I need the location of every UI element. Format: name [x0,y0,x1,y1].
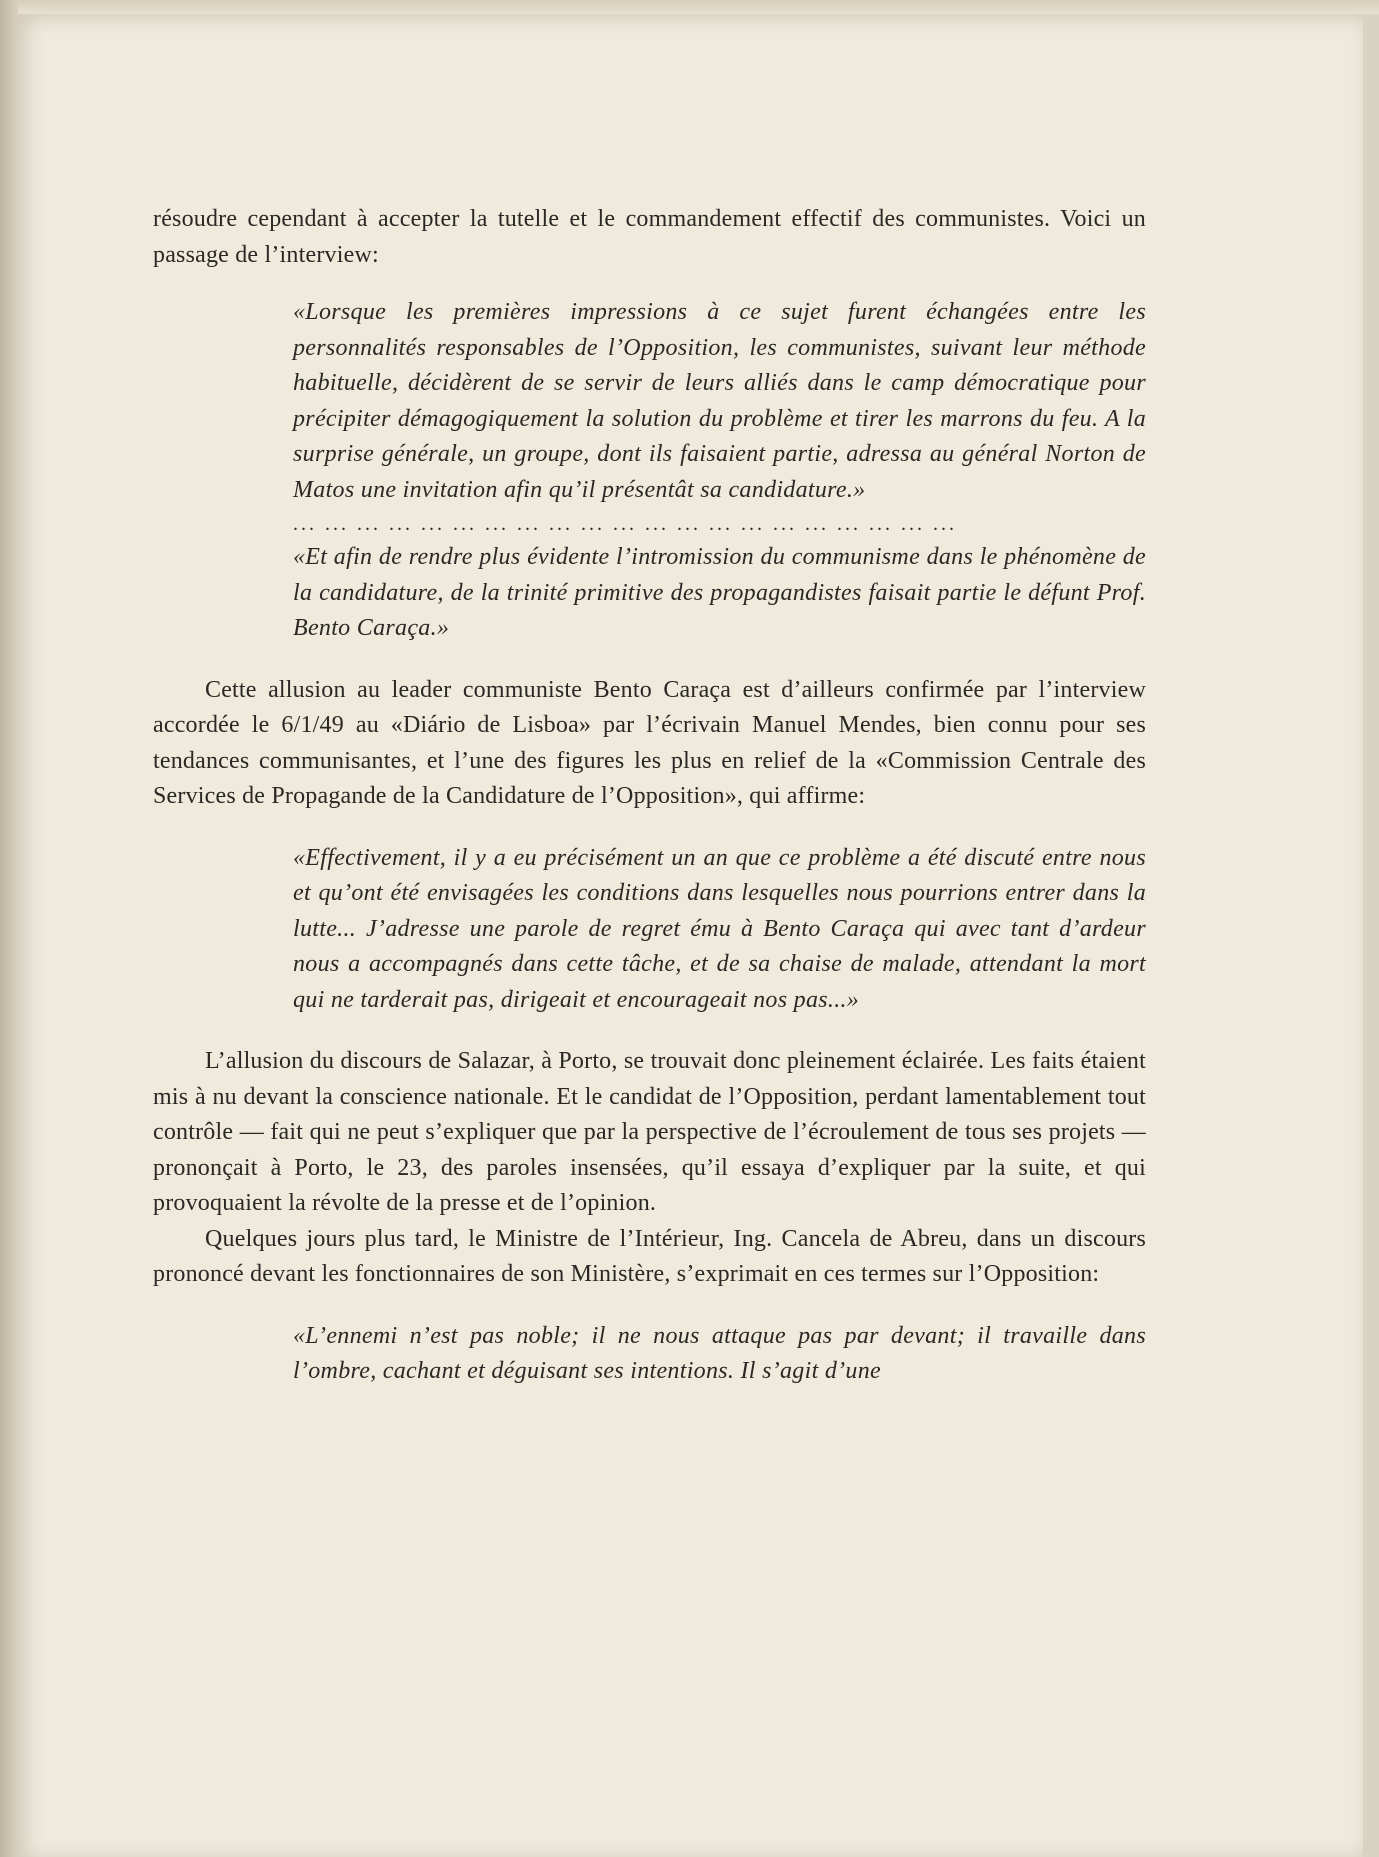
ellipsis-separator: ... ... ... ... ... ... ... ... ... ... ... ... ... ... ... ... ... ... ... ... ... [293,513,957,535]
quote-interview-2: «Et afin de rendre plus évidente l’intromission du communisme dans le phénomène de la candidature, de la trinité primitive des propagandistes faisait partie le défunt Prof. Bento Caraça.» [293,544,1146,641]
quote-interview-1: «Lorsque les premières impressions à ce sujet furent échangées entre les personnalités responsables de l’Opposition, les communistes, suivant leur méthode habituelle, décidèrent de se servir de leurs alliés dans le camp démocratique pour précipiter démagogiquement la solution du problème et tirer les marrons du feu. A la surprise générale, un groupe, dont ils faisaient partie, adressa au général Norton de Matos une invitation afin qu’il présentât sa candidature.» [293,299,1146,503]
quote-ennemi: «L’ennemi n’est pas noble; il ne nous attaque pas par devant; il travaille dans l’ombre, cachant et déguisant ses intentions. Il s’agit d’une [293,1322,1146,1384]
quote-manuel-mendes: «Effectivement, il y a eu précisément un an que ce problème a été discuté entre nous et qu’ont été envisagées les conditions dans lesquelles nous pourrions entrer dans la lutte... J’adresse une parole de regret ému à Bento Caraça qui avec tant d’ardeur nous a accompagnés dans cette tâche, et de sa chaise de malade, attendant la mort qui ne tarderait pas, dirigeait et encourageait nos pas...» [293,844,1146,1013]
paragraph-bento-caraca: Cette allusion au leader communiste Bento Caraça est d’ailleurs confirmée par l’interview accordée le 6/1/49 au «Diário de Lisboa» par l’écrivain Manuel Mendes, bien connu pour ses tendances communisantes, et l’une des figures les plus en relief de la «Commission Centrale des Services de Propagande de la Candidature de l’Opposition», qui affirme: [153,676,1146,809]
page-left-edge [0,0,18,1857]
page-top-edge [0,0,1379,14]
document-body [153,202,1146,1390]
paragraph-ministre-interieur: Quelques jours plus tard, le Ministre de l’Intérieur, Ing. Cancela de Abreu, dans un discours prononcé devant les fonctionnaires de son Ministère, s’exprimait en ces termes sur l’Opposition: [153,1225,1146,1287]
paragraph-continuation: résoudre cependant à accepter la tutelle et le commandement effectif des communistes. Voici un passage de l’interview: [153,206,1146,268]
paragraph-salazar-porto: L’allusion du discours de Salazar, à Porto, se trouvait donc pleinement éclairée. Les faits étaient mis à nu devant la conscience nationale. Et le candidat de l’Opposition, perdant lamentablement tout contrôle — fait qui ne peut s’expliquer que par la perspective de l’écroulement de tous ses projets — prononçait à Porto, le 23, des paroles insensées, qu’il essaya d’expliquer par la suite, et qui provoquaient la révolte de la presse et de l’opinion. [153,1048,1146,1216]
